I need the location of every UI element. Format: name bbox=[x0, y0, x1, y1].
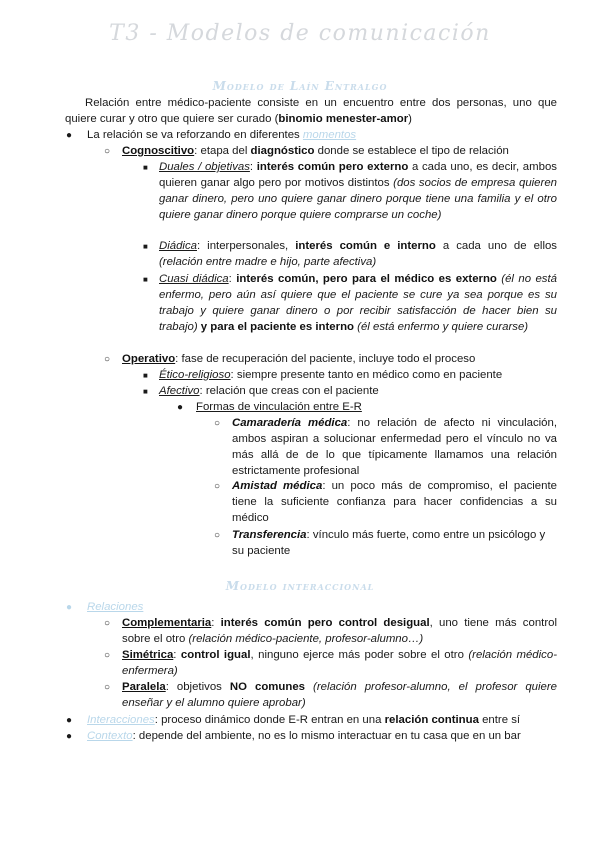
list-item-etico-religioso bbox=[159, 367, 557, 383]
circle-bullet-icon: ○ bbox=[214, 418, 221, 429]
paralela-bold: NO comunes bbox=[229, 681, 305, 693]
intro-text: Relación entre médico-paciente consiste en un encuentro entre dos personas, uno que quiere curar y otro que quiere ser curado ( bbox=[65, 97, 557, 125]
square-bullet-icon: ■ bbox=[143, 387, 148, 396]
complementaria-text: , uno tiene más control sobre el otro bbox=[122, 617, 557, 645]
simetrica-italic: (relación médico-enfermera) bbox=[122, 649, 557, 677]
paralela-italic: (relación profesor-alumno, el profesor quiere enseñar y el alumno quiere aprobar) bbox=[122, 681, 558, 709]
list-item-formas bbox=[196, 399, 557, 415]
circle-bullet-icon: ○ bbox=[214, 530, 221, 541]
afectivo-text: : relación que creas con el paciente bbox=[199, 385, 379, 397]
interacciones-text: : proceso dinámico donde E-R entran en una bbox=[154, 714, 385, 726]
cognoscitivo-text: : etapa del bbox=[194, 145, 251, 157]
diadica-text: : interpersonales, bbox=[197, 240, 296, 252]
formas-text: Formas de vinculación entre E-R bbox=[196, 401, 362, 413]
circle-bullet-icon: ○ bbox=[104, 618, 111, 629]
list-item-operativo bbox=[122, 351, 557, 367]
bullet-dot-icon: ● bbox=[66, 715, 73, 726]
interacciones-end: entre sí bbox=[478, 714, 521, 726]
diadica-italic: (relación entre madre e hijo, parte afectiva) bbox=[159, 256, 377, 268]
list-item-contexto bbox=[87, 728, 567, 744]
operativo-label: Operativo bbox=[122, 353, 176, 365]
operativo-text: : fase de recuperación del paciente, incluye todo el proceso bbox=[175, 353, 476, 365]
square-bullet-icon: ■ bbox=[143, 275, 148, 284]
list-item-amistad bbox=[232, 478, 557, 526]
transferencia-label: Transferencia bbox=[232, 529, 307, 541]
relaciones-link[interactable]: Relaciones bbox=[87, 601, 144, 613]
section-heading-lain-entralgo: Modelo de Laín Entralgo bbox=[212, 79, 388, 93]
list-item-camaraderia bbox=[232, 415, 557, 479]
circle-bullet-icon: ○ bbox=[104, 354, 111, 365]
simetrica-bold: control igual bbox=[180, 649, 251, 661]
paralela-label: Paralela bbox=[122, 681, 166, 693]
section-heading-interaccional: Modelo interaccional bbox=[225, 579, 375, 593]
square-bullet-icon: ■ bbox=[143, 371, 148, 380]
duales-label: Duales / objetivas bbox=[159, 161, 250, 173]
list-item-transferencia bbox=[232, 527, 557, 559]
list-item-diadica bbox=[159, 238, 557, 270]
cuasi-italic: (él no está enfermo, pero aún así quiere que el paciente se cure ya sea porque es su trabajo y quiere ganar dinero o por recibir satisfacción de hacer bien su trabajo) bbox=[159, 273, 557, 333]
cuasi-bold: interés común, pero para el médico es externo bbox=[236, 273, 497, 285]
diadica-bold: interés común e interno bbox=[295, 240, 436, 252]
duales-bold: interés común pero externo bbox=[256, 161, 409, 173]
simetrica-sep: : bbox=[173, 649, 181, 661]
circle-bullet-icon: ○ bbox=[104, 682, 111, 693]
intro-end: ) bbox=[408, 113, 412, 125]
page-title: T3 - Modelos de comunicación bbox=[109, 21, 491, 46]
diadica-text2: a cada uno de ellos bbox=[435, 240, 557, 252]
amistad-label: Amistad médica bbox=[232, 480, 323, 492]
cognoscitivo-bold: diagnóstico bbox=[250, 145, 315, 157]
list-item-duales bbox=[159, 159, 557, 223]
duales-italic: (dos socios de empresa quieren ganar dinero, pero uno quiere ganar dinero porque tiene una familia y el otro quiere ganar dinero porque quiere comprarse un coche) bbox=[159, 177, 557, 221]
list-item-simetrica bbox=[122, 647, 557, 679]
cognoscitivo-label: Cognoscitivo bbox=[122, 145, 195, 157]
transferencia-text: : vínculo más fuerte, como entre un psicólogo y su paciente bbox=[232, 529, 546, 557]
list-item-cuasi-diadica bbox=[159, 271, 557, 335]
contexto-text: : depende del ambiente, no es lo mismo interactuar en tu casa que en un bar bbox=[132, 730, 521, 742]
list-item-complementaria bbox=[122, 615, 557, 647]
list-item-relaciones bbox=[87, 599, 557, 615]
intro-paragraph bbox=[65, 95, 557, 127]
etico-label: Ético-religioso bbox=[159, 369, 231, 381]
simetrica-text: , ninguno ejerce más poder sobre el otro bbox=[250, 649, 469, 661]
paralela-text: : objetivos bbox=[165, 681, 230, 693]
complementaria-bold: interés común pero control desigual bbox=[220, 617, 430, 629]
duales-text: a cada uno, es decir, ambos quieren ganar algo pero por motivos distintos bbox=[159, 161, 557, 189]
camaraderia-text: : no relación de afecto ni vinculación, ambos aspiran a solucionar enfermedad pero el vínculo no va más allá de de lo que típicamente llamamos una relación estrictamente profesional bbox=[232, 417, 558, 477]
circle-bullet-icon: ○ bbox=[214, 481, 221, 492]
diadica-label: Diádica bbox=[159, 240, 197, 252]
complementaria-label: Complementaria bbox=[122, 617, 212, 629]
cuasi-italic2: (él está enfermo y quiere curarse) bbox=[354, 321, 529, 333]
bullet-dot-icon: ● bbox=[177, 402, 184, 413]
afectivo-label: Afectivo bbox=[159, 385, 200, 397]
etico-text: : siempre presente tanto en médico como en paciente bbox=[230, 369, 503, 381]
cuasi-sep: : bbox=[228, 273, 237, 285]
cuasi-label: Cuasi diádica bbox=[159, 273, 229, 285]
list-item-cognoscitivo bbox=[122, 143, 557, 159]
interacciones-link[interactable]: Interacciones bbox=[87, 714, 155, 726]
amistad-text: : un poco más de compromiso, el paciente tiene la suficiente confianza para hacer confidencias a su médico bbox=[232, 480, 557, 524]
momentos-link[interactable]: momentos bbox=[302, 129, 357, 141]
bullet-dot-icon: ● bbox=[66, 130, 73, 141]
camaraderia-label: Camaradería médica bbox=[232, 417, 348, 429]
list-item-momentos bbox=[87, 127, 557, 143]
complementaria-italic: (relación médico-paciente, profesor-alumno…) bbox=[188, 633, 424, 645]
circle-bullet-icon: ○ bbox=[104, 146, 111, 157]
momentos-text: La relación se va reforzando en diferentes bbox=[87, 129, 303, 141]
interacciones-bold: relación continua bbox=[384, 714, 479, 726]
cuasi-bold2: y para el paciente es interno bbox=[197, 321, 354, 333]
circle-bullet-icon: ○ bbox=[104, 650, 111, 661]
simetrica-label: Simétrica bbox=[122, 649, 174, 661]
list-item-interacciones bbox=[87, 712, 562, 728]
complementaria-sep: : bbox=[211, 617, 221, 629]
list-item-paralela bbox=[122, 679, 557, 711]
square-bullet-icon: ■ bbox=[143, 242, 148, 251]
intro-bold: binomio menester-amor bbox=[278, 113, 409, 125]
cognoscitivo-text2: donde se establece el tipo de relación bbox=[314, 145, 509, 157]
square-bullet-icon: ■ bbox=[143, 163, 148, 172]
bullet-dot-icon: ● bbox=[66, 602, 73, 613]
contexto-link[interactable]: Contexto bbox=[87, 730, 133, 742]
bullet-dot-icon: ● bbox=[66, 731, 73, 742]
duales-sep: : bbox=[249, 161, 257, 173]
list-item-afectivo bbox=[159, 383, 557, 399]
